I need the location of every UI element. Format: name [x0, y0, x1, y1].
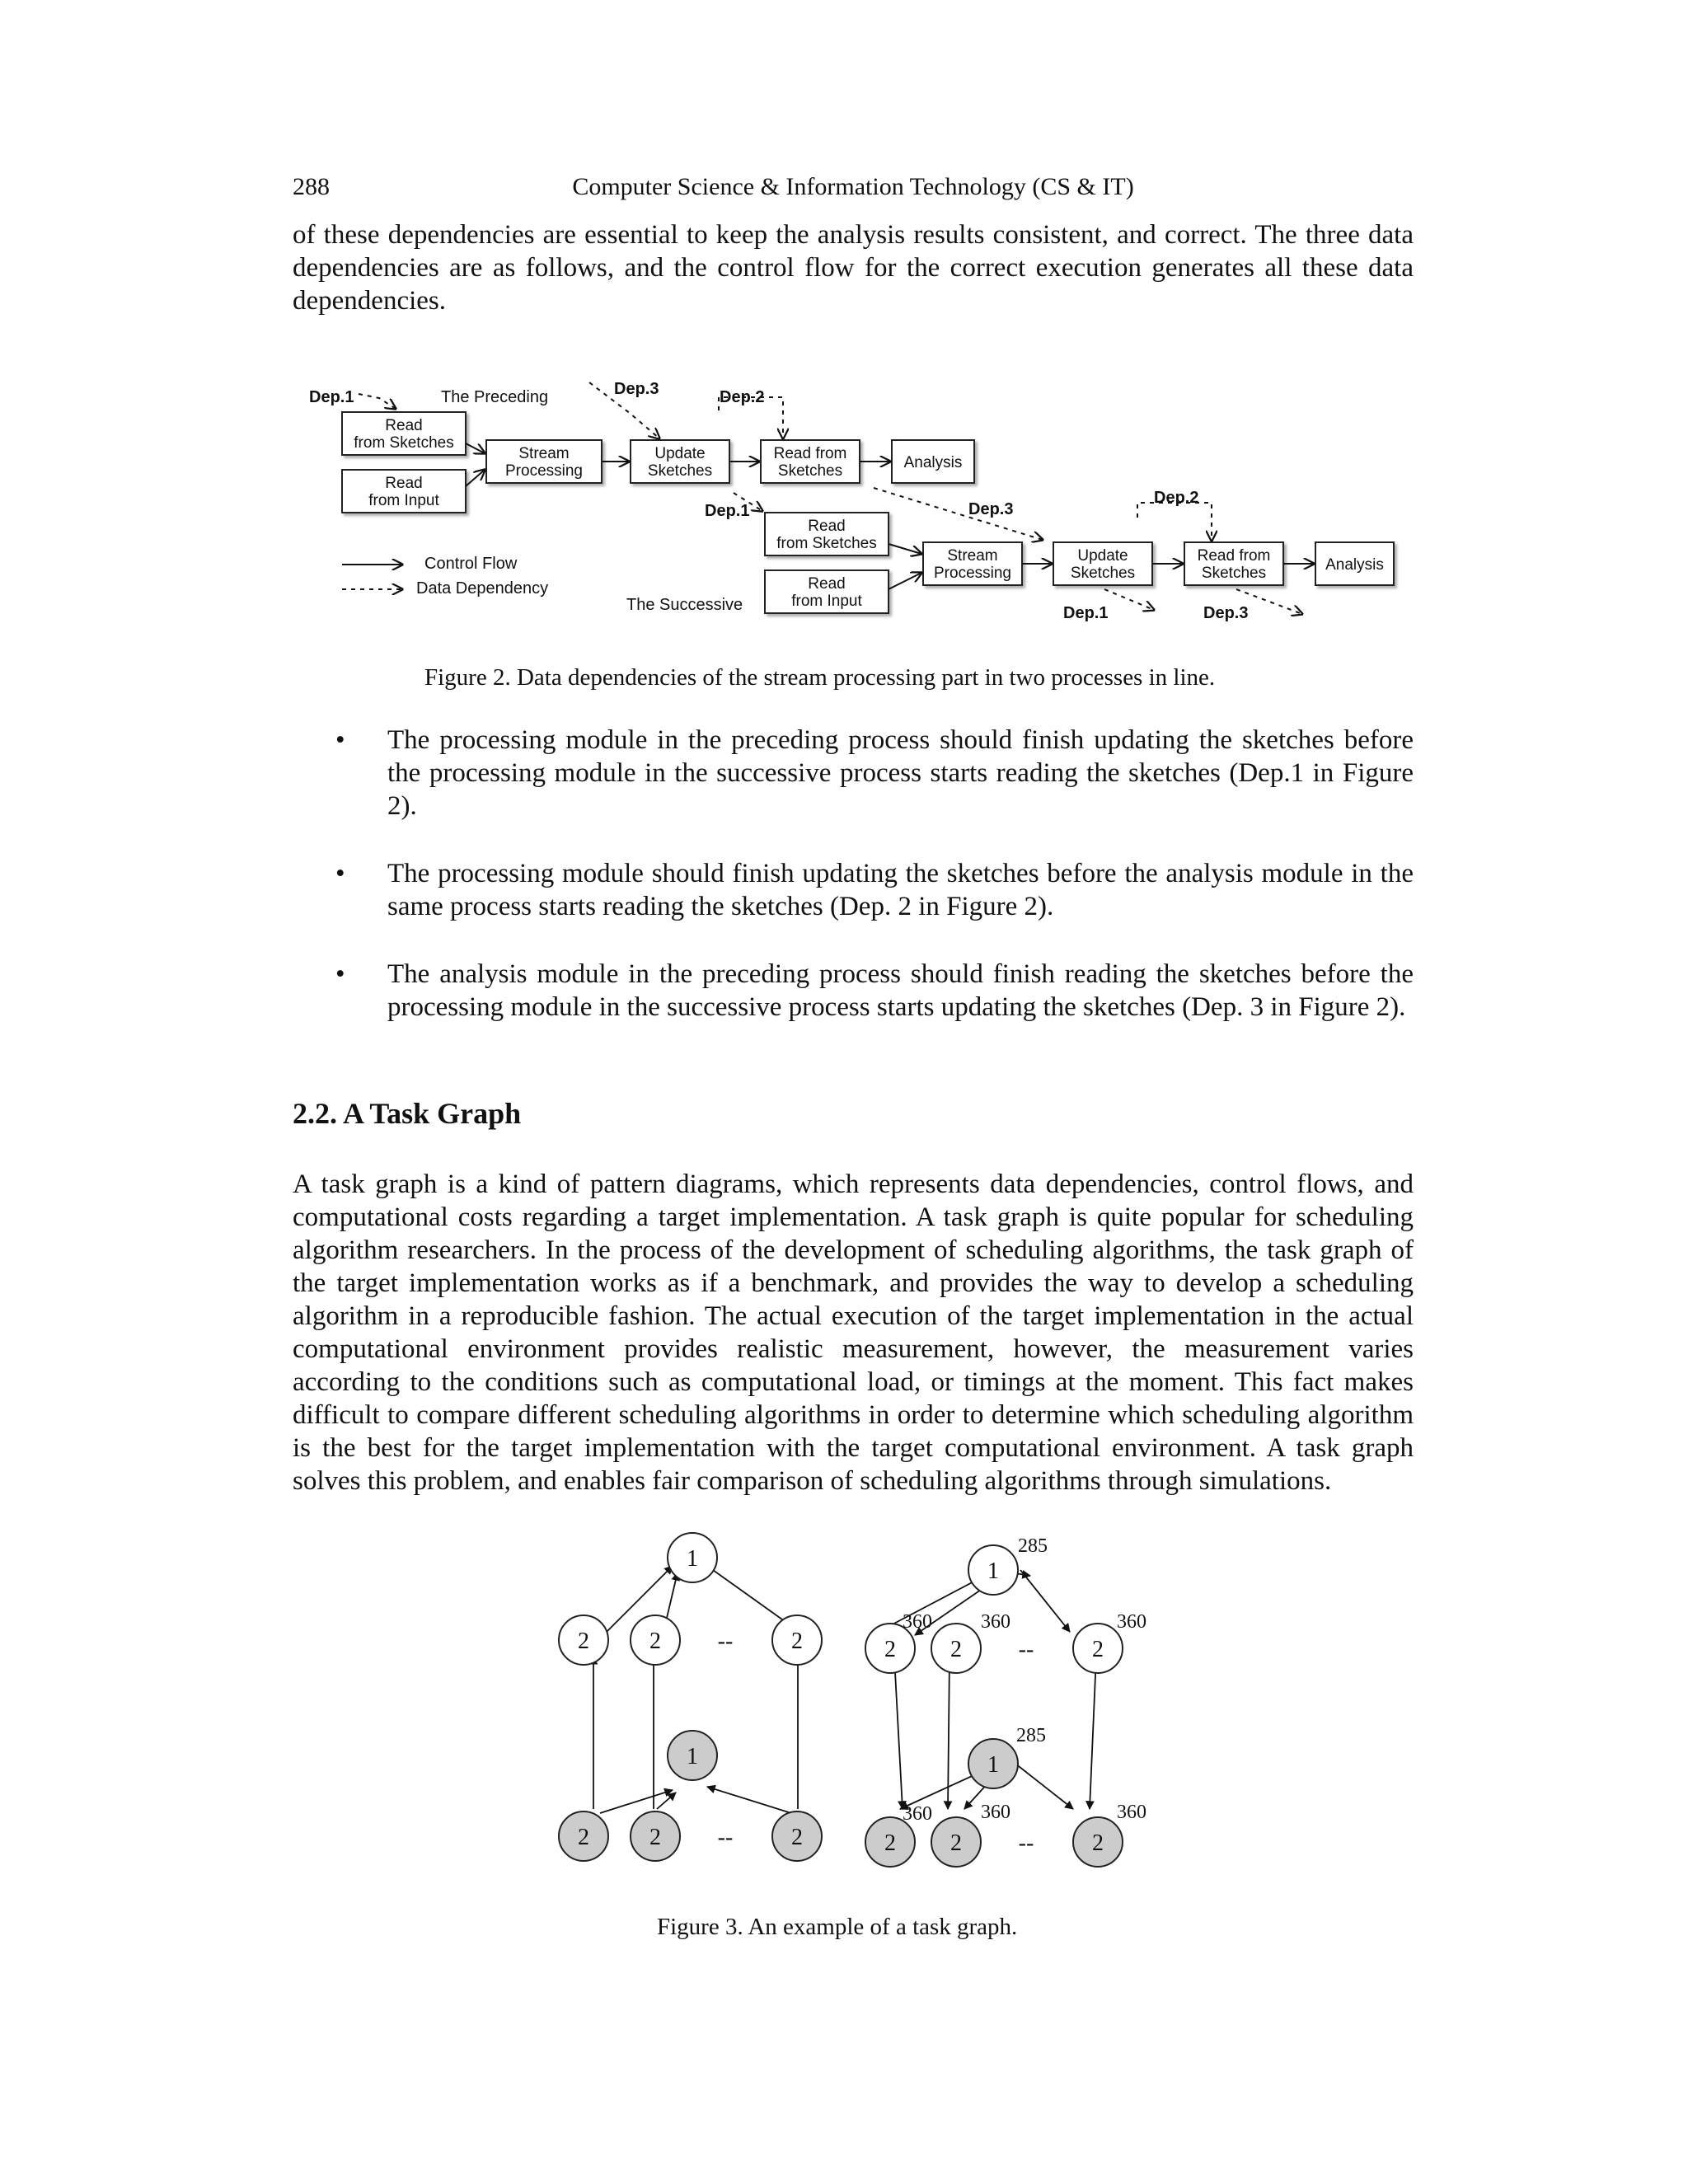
cost-label: 285 [1016, 1725, 1046, 1746]
box-label-read-sketches-2: Read from Sketches [776, 518, 877, 552]
node-1: 1 [987, 1558, 999, 1584]
bullet-dep1: • The processing module in the preceding process should finish updating the sketches before the processing module in the successive process starts reading the sketches (Dep.1 in Figure 2). [335, 725, 1414, 821]
figure-3-task-graph [528, 1525, 1179, 1879]
box-label-update-1: Update Sketches [647, 445, 713, 480]
dep1-label-top: Dep.1 [309, 388, 354, 406]
node-2: 2 [649, 1825, 661, 1850]
page-number: 288 [293, 173, 330, 200]
box-label-read-input-2: Read from Input [791, 575, 862, 610]
section-heading: 2.2. A Task Graph [293, 1097, 522, 1130]
dep2-label-right: Dep.2 [1154, 489, 1199, 507]
node-2: 2 [578, 1629, 589, 1654]
box-label-stream-2: Stream Processing [934, 547, 1011, 582]
bullet-marker: • [335, 725, 345, 755]
successive-label: The Successive [626, 596, 743, 614]
box-label-read-from-sketches-1: Read from Sketches [773, 445, 847, 480]
preceding-label: The Preceding [441, 388, 549, 406]
node-2: 2 [1092, 1830, 1104, 1856]
dep2-label-top: Dep.2 [720, 388, 765, 406]
cost-label: 360 [1117, 1611, 1146, 1633]
bullet-marker: • [335, 959, 345, 989]
cost-label: 360 [981, 1802, 1010, 1823]
journal-title: Computer Science & Information Technology (CS & IT) [572, 173, 1134, 200]
bullet-dep2: • The processing module should finish updating the sketches before the analysis module in the same process starts reading the sketches (Dep. 2 in Figure 2). [335, 859, 1414, 921]
node-2: 2 [950, 1830, 962, 1856]
intro-paragraph: of these dependencies are essential to keep the analysis results consistent, and correct. The three data dependencies are as follows, and the control flow for the correct execution generates all these data dependencies. [293, 220, 1414, 316]
box-label-update-2: Update Sketches [1070, 547, 1136, 582]
box-label-analysis-1: Analysis [903, 454, 963, 471]
ellipsis: -- [1018, 1637, 1034, 1662]
node-2: 2 [791, 1629, 803, 1654]
legend-data-dependency: Data Dependency [416, 579, 549, 598]
node-2: 2 [578, 1825, 589, 1850]
cost-label: 360 [903, 1803, 932, 1825]
box-label-read-from-sketches-2: Read from Sketches [1197, 547, 1271, 582]
node-1: 1 [687, 1744, 698, 1769]
dep1-label-bottom: Dep.1 [1063, 604, 1109, 622]
dep3-label-bottom: Dep.3 [1203, 604, 1249, 622]
box-label-stream-1: Stream Processing [505, 445, 583, 480]
ellipsis: -- [1018, 1830, 1034, 1856]
legend-control-flow: Control Flow [424, 555, 518, 573]
node-2: 2 [950, 1637, 962, 1662]
node-2: 2 [884, 1830, 896, 1856]
node-2: 2 [884, 1637, 896, 1662]
figure-2-caption: Figure 2. Data dependencies of the stream processing part in two processes in line. [424, 664, 1216, 691]
task-graph-paragraph: A task graph is a kind of pattern diagrams, which represents data dependencies, control flows, and computational costs regarding a target implementation. A task graph is quite popular for scheduling algorithm researchers. In the process of the development of scheduling algorithms, the task graph of the target implementation works as if a benchmark, and provides the way to develop a scheduling algorithm in a reproducible fashion. The actual execution of the target implementation in the actual computational environment provides realistic measurement, however, the measurement varies according to the conditions such as computational load, or timings at the moment. This fact makes difficult to compare different scheduling algorithms in order to determine which scheduling algorithm is the best for the target implementation with the target computational environment. A task graph solves this problem, and enables fair comparison of scheduling algorithms through simulations. [293, 1169, 1414, 1496]
cost-label: 360 [1117, 1802, 1146, 1823]
bullet-marker: • [335, 859, 345, 888]
ellipsis: -- [717, 1825, 734, 1850]
box-label-analysis-2: Analysis [1325, 556, 1384, 574]
node-1: 1 [687, 1546, 698, 1572]
ellipsis: -- [717, 1629, 734, 1654]
dep1-label-mid: Dep.1 [705, 502, 750, 520]
dep3-label-top: Dep.3 [614, 380, 659, 398]
bullet-dep3: • The analysis module in the preceding process should finish reading the sketches before the processing module in the successive process starts updating the sketches (Dep. 3 in Figure 2). [335, 959, 1414, 1022]
cost-label: 360 [903, 1611, 932, 1633]
cost-label: 360 [981, 1611, 1010, 1633]
figure-2-diagram [297, 371, 1401, 643]
node-2: 2 [649, 1629, 661, 1654]
node-2: 2 [1092, 1637, 1104, 1662]
dependency-list [293, 724, 1414, 1058]
node-1: 1 [987, 1752, 999, 1778]
dep3-label-mid: Dep.3 [968, 500, 1014, 518]
box-label-read-input-1: Read from Input [368, 475, 439, 509]
figure-3-caption: Figure 3. An example of a task graph. [657, 1914, 1018, 1940]
box-label-read-sketches-1: Read from Sketches [354, 417, 454, 452]
node-2: 2 [791, 1825, 803, 1850]
cost-label: 285 [1018, 1535, 1048, 1557]
